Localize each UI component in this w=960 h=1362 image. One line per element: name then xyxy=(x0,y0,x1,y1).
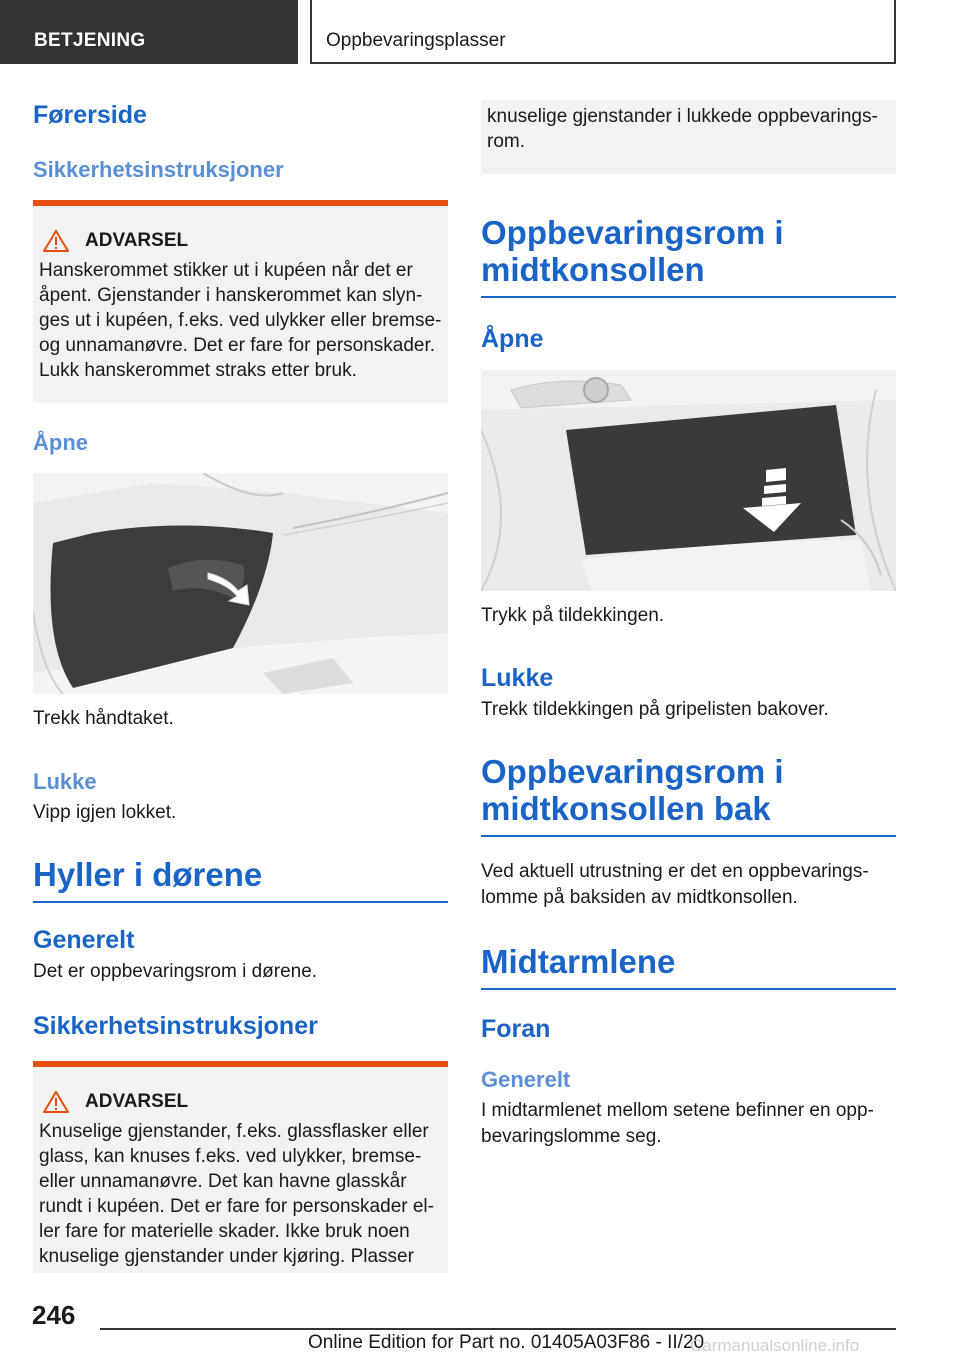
warning-text-cont: knuselige gjenstander i lukkede oppbevaringsrom. xyxy=(487,106,878,152)
warning-box-1 xyxy=(33,200,448,403)
warning-title-2 xyxy=(39,1091,442,1113)
page-number: 246 xyxy=(32,1300,76,1330)
warning-text-1: Hanskerommet stikker ut i kupéen når det er åpent. Gjenstander i hanskerommet kan slynges ut i kupéen, f.eks. ved ulykker eller bremse- og unnamanøvre. Det er fare for personskader. Lukk hanskerommet straks etter bruk. xyxy=(39,260,442,381)
text-pull-cover: Trekk tildekkingen på gripelisten bakover. xyxy=(481,699,829,720)
caption-press-cover: Trykk på tildekkingen. xyxy=(481,605,665,626)
heading-armrest: Midtarmlene xyxy=(481,943,896,990)
footer-rule xyxy=(100,1328,896,1330)
heading-general-2: Generelt xyxy=(481,1067,571,1092)
warning-triangle-icon xyxy=(43,230,69,252)
heading-close-1: Lukke xyxy=(33,769,97,794)
heading-foererside: Førerside xyxy=(33,101,147,129)
heading-safety-1: Sikkerhetsinstruksjoner xyxy=(33,157,284,182)
glovebox-drawing xyxy=(33,473,448,694)
heading-close-2: Lukke xyxy=(481,664,554,692)
glovebox-illustration xyxy=(33,473,448,694)
warning-continuation xyxy=(481,100,896,174)
caption-pull-handle: Trekk håndtaket. xyxy=(33,708,174,729)
warning-title-1 xyxy=(39,230,442,252)
warning-title-text-1: ADVARSEL xyxy=(85,230,189,251)
right-column xyxy=(481,100,896,1150)
section-label: BETJENING xyxy=(34,30,146,51)
warning-text-2: Knuselige gjenstander, f.eks. glassflasker eller glass, kan knuses f.eks. ved ulykker, bremse- eller unnamanøvre. Det kan havne glasskår rundt i kupéen. Det er fare for personskader eller fare for materielle skader. Ikke bruk noen knuselige gjenstander under kjøring. Plasser xyxy=(39,1121,434,1267)
chapter-label: Oppbevaringsplasser xyxy=(326,30,506,51)
heading-general-1: Generelt xyxy=(33,926,135,954)
warning-box-2 xyxy=(33,1061,448,1273)
heading-safety-2: Sikkerhetsinstruksjoner xyxy=(33,1012,318,1040)
heading-front: Foran xyxy=(481,1015,551,1043)
chapter-tab xyxy=(310,0,896,64)
warning-triangle-icon xyxy=(43,1091,69,1113)
text-door-storage: Det er oppbevaringsrom i dørene. xyxy=(33,961,318,982)
heading-door-shelves: Hyller i dørene xyxy=(33,856,448,903)
console-drawing xyxy=(481,370,896,591)
heading-open-1: Åpne xyxy=(33,430,88,455)
text-rear-pocket: Ved aktuell utrustning er det en oppbevaringslomme på baksiden av midtkonsollen. xyxy=(481,861,869,908)
console-illustration xyxy=(481,370,896,591)
footer-watermark: Carmanualsonline.info xyxy=(690,1336,860,1355)
text-armrest-pocket: I midtarmlenet mellom setene befinner en oppbevaringslomme seg. xyxy=(481,1100,874,1147)
heading-open-2: Åpne xyxy=(481,325,544,353)
warning-title-text-2: ADVARSEL xyxy=(85,1091,189,1112)
text-close-lid: Vipp igjen lokket. xyxy=(33,802,177,823)
heading-center-console-rear: Oppbevaringsrom i midtkonsollen bak xyxy=(481,753,896,837)
left-column xyxy=(33,100,448,1273)
section-tab xyxy=(0,0,298,64)
heading-center-console-storage: Oppbevaringsrom i midtkonsollen xyxy=(481,214,896,298)
footer-edition: Online Edition for Part no. 01405A03F86 - II/20 xyxy=(308,1332,705,1353)
